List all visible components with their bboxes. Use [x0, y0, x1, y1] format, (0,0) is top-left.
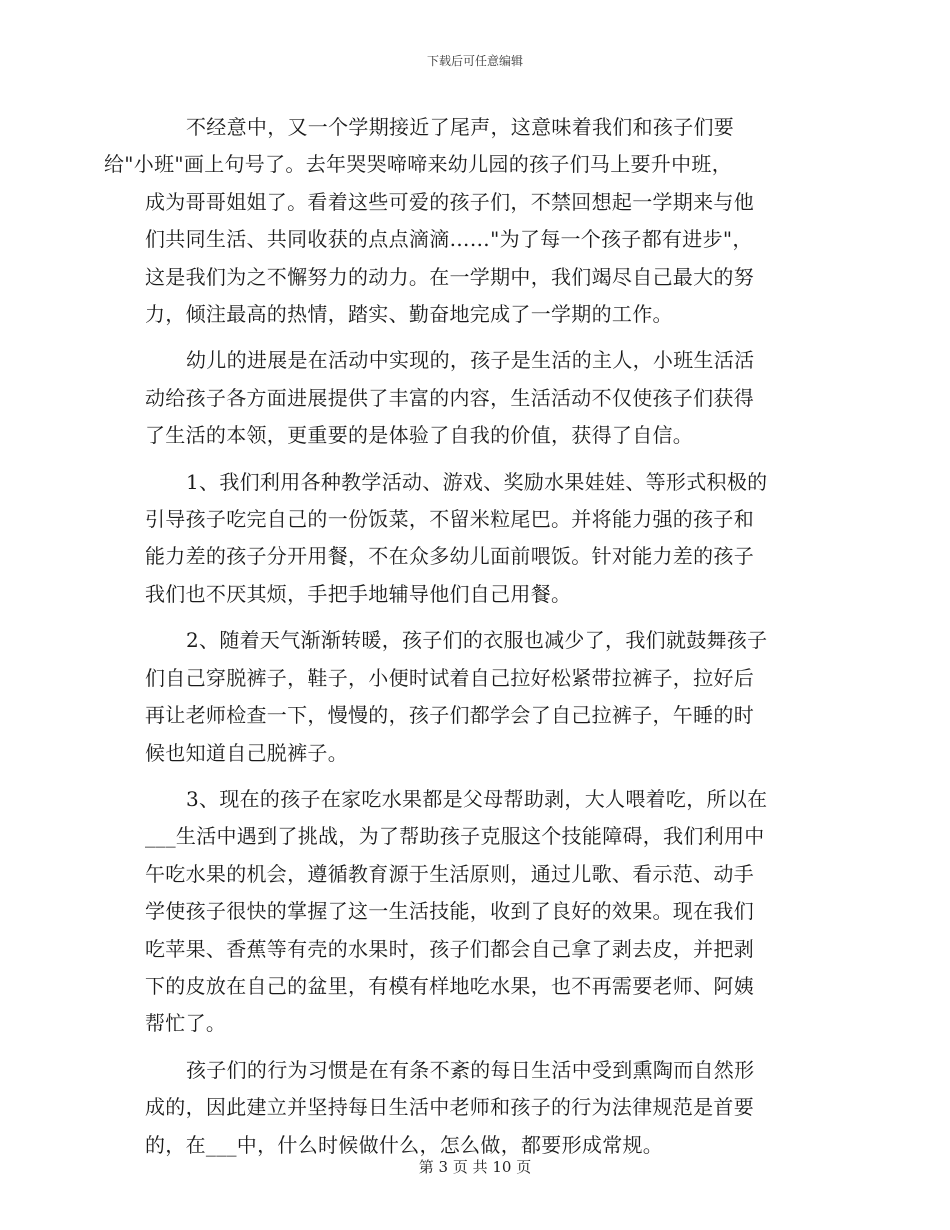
text-line: ___生活中遇到了挑战，为了帮助孩子克服这个技能障碍，我们利用中 — [145, 824, 765, 849]
paragraph-habits — [145, 1052, 808, 1164]
paragraph-intro — [104, 109, 808, 333]
page-number-footer: 第 3 页 共 10 页 — [418, 1158, 532, 1176]
text-line: 吃苹果、香蕉等有壳的水果时，孩子们都会自己拿了剥去皮，并把剥 — [145, 936, 754, 961]
text-line: 再让老师检查一下，慢慢的，孩子们都学会了自己拉裤子，午睡的时 — [145, 703, 754, 728]
paragraph-development — [145, 342, 808, 454]
text-line: 能力差的孩子分开用餐，不在众多幼儿面前喂饭。针对能力差的孩子 — [145, 544, 754, 569]
text-line: 动给孩子各方面进展提供了丰富的内容，生活活动不仅使孩子们获得 — [145, 385, 754, 410]
text-line: 候也知道自己脱裤子。 — [145, 740, 348, 765]
text-line: 学使孩子很快的掌握了这一生活技能，收到了良好的效果。现在我们 — [145, 899, 754, 924]
text-line: 下的皮放在自己的盆里，有模有样地吃水果，也不再需要老师、阿姨 — [145, 973, 754, 998]
paragraph-item-1 — [145, 464, 808, 614]
text-line: 引导孩子吃完自己的一份饭菜，不留米粒尾巴。并将能力强的孩子和 — [145, 507, 754, 532]
text-line: 成为哥哥姐姐了。看着这些可爱的孩子们，不禁回想起一学期来与他 — [145, 189, 754, 214]
text-line: 帮忙了。 — [145, 1011, 227, 1036]
text-line: 午吃水果的机会，遵循教育源于生活原则，通过儿歌、看示范、动手 — [145, 861, 754, 886]
text-line: 3、现在的孩子在家吃水果都是父母帮助剥，大人喂着吃，所以在 — [186, 786, 768, 811]
text-line: 成的，因此建立并坚持每日生活中老师和孩子的行为法律规范是首要 — [145, 1095, 754, 1120]
document-body — [104, 109, 808, 1173]
paragraph-item-3 — [145, 781, 808, 1043]
text-line: 1、我们利用各种教学活动、游戏、奖励水果娃娃、等形式积极的 — [186, 469, 768, 494]
paragraph-item-2 — [145, 622, 808, 772]
page-header-note: 下载后可任意编辑 — [426, 54, 523, 68]
text-line: 不经意中，又一个学期接近了尾声，这意味着我们和孩子们要 — [186, 115, 735, 139]
text-line: 给"小班"画上句号了。去年哭哭啼啼来幼儿园的孩子们马上要升中班， — [104, 152, 732, 177]
text-line: 2、随着天气渐渐转暖，孩子们的衣服也减少了，我们就鼓舞孩子 — [186, 628, 768, 653]
text-line: 的，在___中，什么时候做什么，怎么做，都要形成常规。 — [145, 1132, 664, 1157]
text-line: 这是我们为之不懈努力的动力。在一学期中，我们竭尽自己最大的努 — [145, 264, 754, 289]
text-line: 我们也不厌其烦，手把手地辅导他们自己用餐。 — [145, 581, 572, 606]
text-line: 们共同生活、共同收获的点点滴滴……"为了每一个孩子都有进步"， — [145, 227, 753, 252]
text-line: 幼儿的进展是在活动中实现的，孩子是生活的主人，小班生活活 — [186, 348, 755, 373]
text-line: 力，倾注最高的热情，踏实、勤奋地完成了一学期的工作。 — [145, 302, 673, 327]
text-line: 了生活的本领，更重要的是体验了自我的价值，获得了自信。 — [145, 423, 694, 448]
text-line: 们自己穿脱裤子，鞋子，小便时试着自己拉好松紧带拉裤子，拉好后 — [145, 665, 754, 690]
text-line: 孩子们的行为习惯是在有条不紊的每日生活中受到熏陶而自然形 — [186, 1057, 755, 1082]
